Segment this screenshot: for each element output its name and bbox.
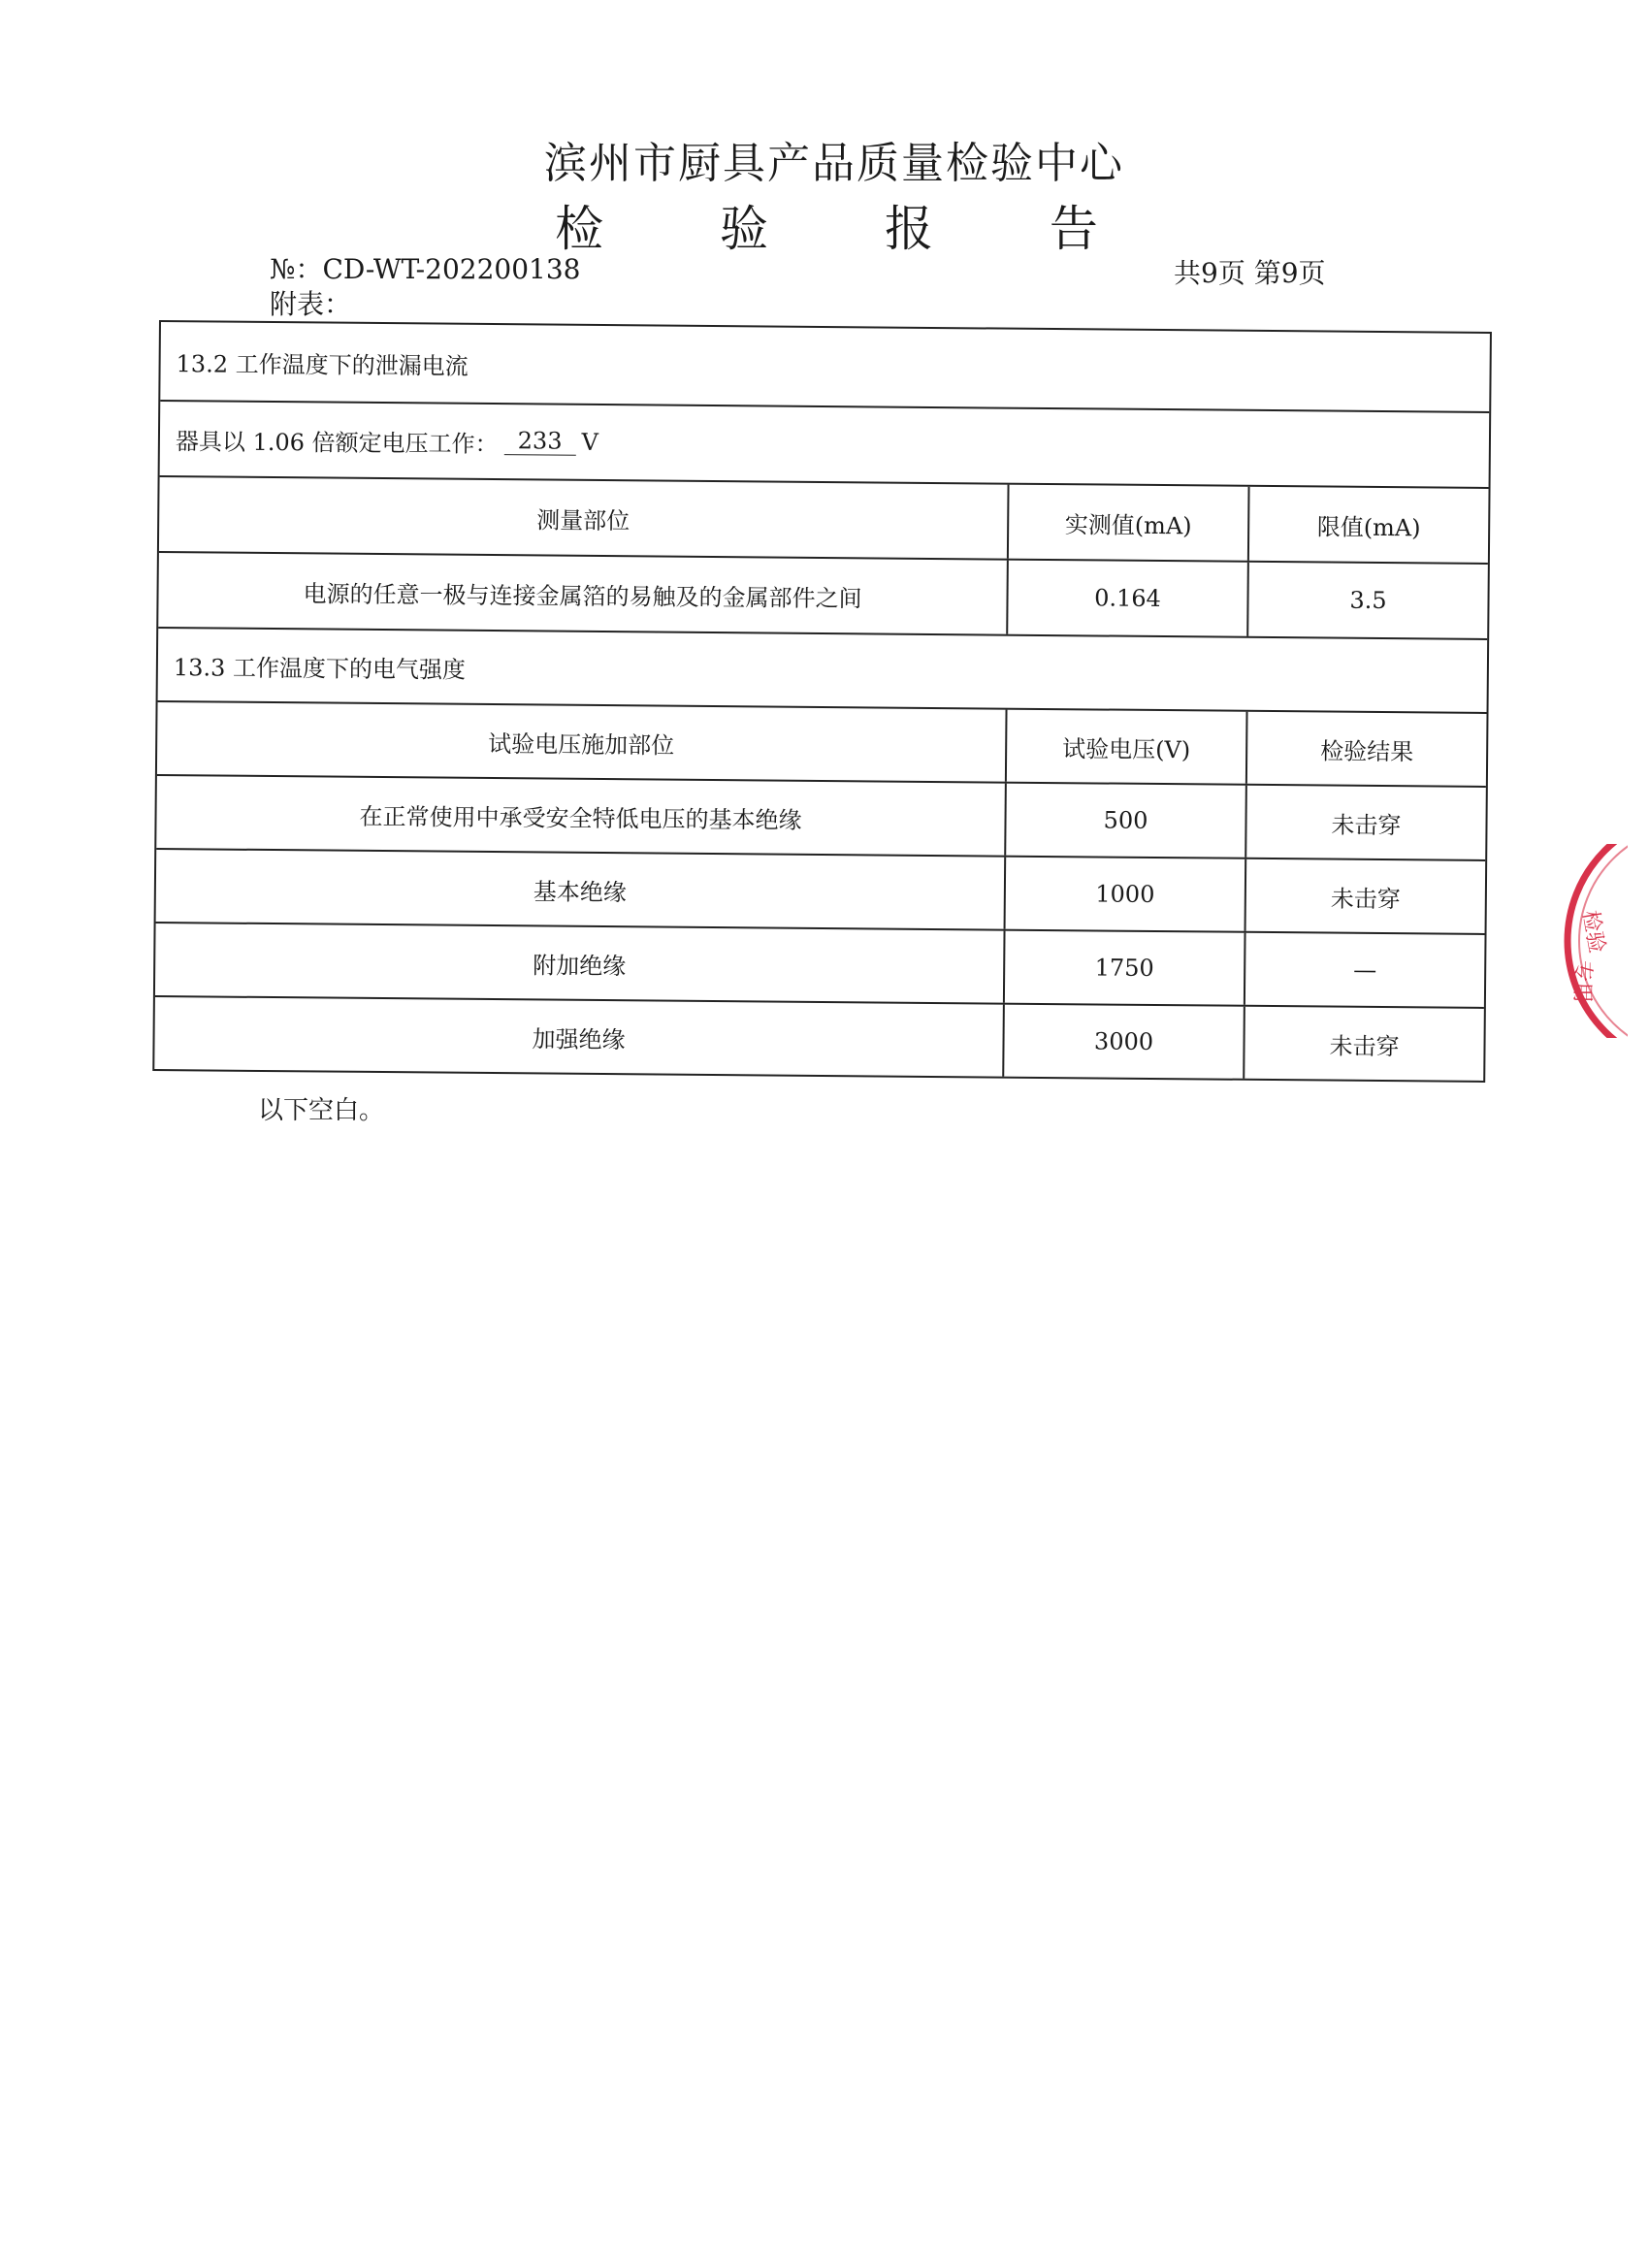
column-header-measured: 实测值(mA) <box>1007 485 1248 561</box>
column-header-result: 检验结果 <box>1245 712 1487 786</box>
table-row <box>158 551 1488 638</box>
test-location: 基本绝缘 <box>533 877 627 906</box>
table-row <box>154 995 1484 1081</box>
limit-value: 3.5 <box>1246 563 1488 638</box>
report-number: №：CD-WT-202200138 <box>270 253 581 285</box>
test-voltage: 3000 <box>1002 1005 1244 1079</box>
table-row <box>155 922 1485 1007</box>
test-result: — <box>1244 933 1485 1007</box>
section-13-3-title-text: 13.3 工作温度下的电气强度 <box>173 653 467 684</box>
test-voltage: 1000 <box>1004 858 1245 931</box>
test-location: 加强绝缘 <box>532 1024 626 1053</box>
inspection-seal-icon <box>1550 844 1628 1038</box>
appendix-label: 附表： <box>270 288 352 320</box>
section-13-2-title-text: 13.2 工作温度下的泄漏电流 <box>176 349 469 380</box>
report-title: 检 验 报 告 <box>555 201 1148 257</box>
test-location: 附加绝缘 <box>533 951 627 980</box>
page-count: 共9页 第9页 <box>1174 257 1326 289</box>
voltage-unit: V <box>581 428 599 456</box>
section-13-2-title <box>160 322 1490 411</box>
test-location: 在正常使用中承受安全特低电压的基本绝缘 <box>359 802 802 834</box>
table-row <box>156 774 1486 859</box>
section-13-3-title <box>158 627 1488 712</box>
measured-value: 0.164 <box>1006 561 1247 636</box>
test-result: 未击穿 <box>1243 1007 1484 1081</box>
table-header-row <box>159 475 1489 563</box>
table-header-row <box>157 700 1487 786</box>
end-of-content-note: 以下空白。 <box>258 1096 385 1125</box>
column-header-location: 测量部位 <box>536 505 630 535</box>
svg-text:检验: 检验 <box>1577 908 1609 956</box>
test-result: 未击穿 <box>1245 786 1486 859</box>
organization-name: 滨州市厨具产品质量检验中心 <box>544 139 1124 188</box>
voltage-value: 233 <box>504 428 576 455</box>
test-voltage: 500 <box>1004 784 1245 858</box>
rated-voltage-line <box>160 400 1490 487</box>
column-header-limit: 限值(mA) <box>1247 487 1489 563</box>
column-header-test-location: 试验电压施加部位 <box>488 729 675 760</box>
table-row <box>156 848 1486 933</box>
results-table <box>152 320 1492 1083</box>
column-header-test-voltage: 试验电压(V) <box>1005 710 1246 784</box>
test-voltage: 1750 <box>1003 931 1245 1005</box>
measurement-location: 电源的任意一极与连接金属箔的易触及的金属部件之间 <box>303 579 862 612</box>
voltage-prefix: 器具以 1.06 倍额定电压工作： <box>175 427 499 458</box>
svg-text:专用: 专用 <box>1569 960 1594 1004</box>
test-result: 未击穿 <box>1245 859 1486 933</box>
